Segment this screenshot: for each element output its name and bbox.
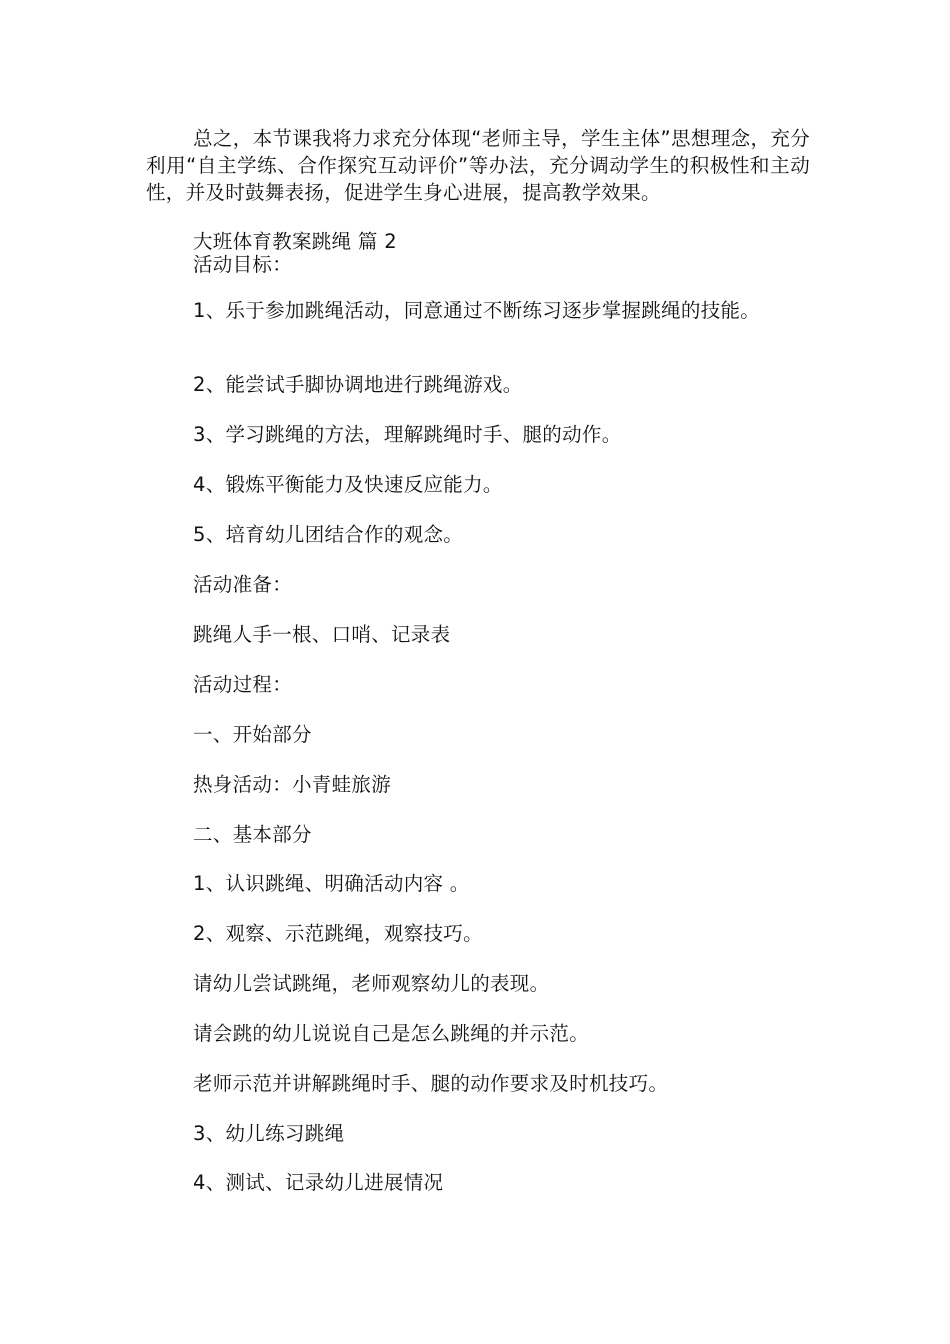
step-item: 1、认识跳绳、明确活动内容 。: [193, 872, 470, 895]
step-item: 4、测试、记录幼儿进展情况: [193, 1171, 444, 1194]
intro-paragraph: 总之，本节课我将力求充分体现“老师主导，学生主体”思想理念，充分利用“自主学练、合作探究互动评价”等办法，充分调动学生的积极性和主动性，并及时鼓舞表扬，促进学生身心进展，提高教学效果。: [146, 127, 810, 204]
objective-item: 2、能尝试手脚协调地进行跳绳游戏。: [193, 373, 523, 396]
warmup-text: 热身活动：小青蛙旅游: [193, 773, 392, 796]
step-item: 3、幼儿练习跳绳: [193, 1122, 345, 1145]
step-item: 请会跳的幼儿说说自己是怎么跳绳的并示范。: [193, 1022, 590, 1045]
part-two-heading: 二、基本部分: [193, 823, 312, 846]
step-item: 请幼儿尝试跳绳，老师观察幼儿的表现。: [193, 972, 550, 995]
preparation-text: 跳绳人手一根、口哨、记录表: [193, 623, 451, 646]
objectives-heading: 活动目标：: [193, 253, 293, 276]
step-item: 2、观察、示范跳绳，观察技巧。: [193, 922, 483, 945]
part-one-heading: 一、开始部分: [193, 723, 312, 746]
objective-item: 3、学习跳绳的方法，理解跳绳时手、腿的动作。: [193, 423, 622, 446]
objective-item: 5、培育幼儿团结合作的观念。: [193, 523, 464, 546]
process-heading: 活动过程：: [193, 673, 293, 696]
objective-item: 1、乐于参加跳绳活动，同意通过不断练习逐步掌握跳绳的技能。: [193, 299, 761, 322]
preparation-heading: 活动准备：: [193, 573, 293, 596]
objective-item: 4、锻炼平衡能力及快速反应能力。: [193, 473, 503, 496]
step-item: 老师示范并讲解跳绳时手、腿的动作要求及时机技巧。: [193, 1072, 669, 1095]
section-title: 大班体育教案跳绳 篇 2: [193, 230, 397, 253]
